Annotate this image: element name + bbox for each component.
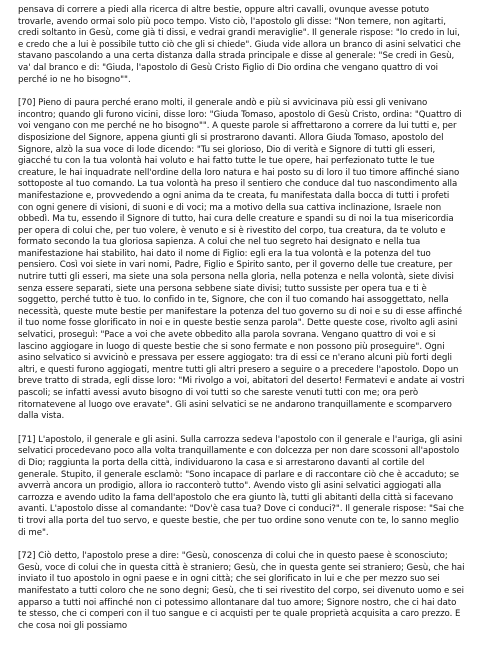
paragraph-71: [71] L'apostolo, il generale e gli asini. Sulla carrozza sedeva l'apostolo con il generale e l'auriga, gli asini selvatici procedevano poco alla volta tranquillamente e con dolcezza per non dare scossoni all'apostolo di Dio; raggiunta la porta della città, individuarono la casa e si arrestarono davanti al cortile del generale. Stupito, il generale esclamò: "Sono incapace di parlare e di raccontare ciò che è accaduto; se avverrà ancora un prodigio, allora io racconterò tutto". Avendo visto gli asini selvatici aggiogati alla carrozza e avendo udito la fama dell'apostolo che era giunto là, tutti gli abitanti della città si facevano avanti. L'apostolo disse al comandante: "Dov'è casa tua? Dove ci conduci?". Il generale rispose: "Sai che ti trovi alla porta del tuo servo, e queste bestie, che per tuo ordine sono venute con te, lo sanno meglio di me". <box>18 434 464 538</box>
paragraph-70: [70] Pieno di paura perché erano molti, il generale andò e più si avvicinava più essi gli venivano incontro; quando gli furono vicini, disse loro: "Giuda Tomaso, apostolo di Gesù Cristo, ordina: "Quattro di voi vengano con me perché ne ho bisogno"". A queste parole si affrettarono a correre da lui tutti e, per disposizione del Signore, appena giunti gli si prostrarono davanti. Allora Giuda Tomaso, apostolo del Signore, alzò la sua voce di lode dicendo: "Tu sei glorioso, Dio di verità e Signore di tutti gli esseri, giacché tu con la tua volontà hai voluto e hai fatto tutte le tue opere, hai perfezionato tutte le tue creature, le hai inquadrate nell'ordine della loro natura e hai posto su di loro il tuo timore affinché siano sottoposte al tuo comando. La tua volontà ha preso il sentiero che conduce dal tuo nascondimento alla manifestazione e, provvedendo a ogni anima da te creata, fu manifestata dalla bocca di tutti i profeti con ogni genere di visioni, di suoni e di voci; ma a motivo della sua cattiva inclinazione, Israele non obbedì. Ma tu, essendo il Signore di tutto, hai cura delle creature e spandi su di noi la tua misericordia per opera di colui che, per tuo volere, è venuto e si è rivestito del corpo, tua creatura, da te voluto e formato secondo la tua gloriosa sapienza. A colui che nel tuo segreto hai designato e nella tua manifestazione hai stabilito, hai dato il nome di Figlio: egli era la tua volontà e la potenza del tuo pensiero. Così voi siete in vari nomi, Padre, Figlio e Spirito santo, per il governo delle tue creature, per nutrire tutti gli esseri, ma siete una sola persona nella gloria, nella potenza e nella volontà, siete divisi senza essere separati, siete una persona sebbene siate divisi; tutto sussiste per opera tua e ti è soggetto, perché tutto è tuo. Io confido in te, Signore, che con il tuo comando hai assoggettato, nella necessità, queste mute bestie per manifestare la potenza del tuo governo su di noi e su di esse affinché il tuo nome fosse glorificato in noi e in queste bestie senza parola". Dette queste cose, rivolto agli asini selvatici, proseguì: "Pace a voi che avete obbedito alla parola sovrana. Vengano quattro di voi e si lascino aggiogare in luogo di queste bestie che si sono fermate e non possono più proseguire". Ogni asino selvatico si avvicinò e pressava per essere aggiogato: tra di essi ce n'erano alcuni più forti degli altri, e questi furono aggiogati, mentre tutti gli altri presero a seguire o a precedere l'apostolo. Dopo un breve tratto di strada, egli disse loro: "Mi rivolgo a voi, abitatori del deserto! Fermatevi e andate ai vostri pascoli; se infatti avessi avuto bisogno di voi tutti so che sareste venuti tutti con me; ora però ritornatevene al luogo ove eravate". Gli asini selvatici se ne andarono tranquillamente e scomparvero dalla vista. <box>18 98 465 422</box>
paragraph-continuation: pensava di correre a piedi alla ricerca di altre bestie, oppure altri cavalli, ovunque avesse potuto trovarle, avendo ormai solo più poco tempo. Visto ciò, l'apostolo gli disse: "Non temere, non agitarti, credi soltanto in Gesù, come già ti dissi, e vedrai grandi meraviglie". Il generale rispose: "Io credo in lui, e credo che a lui è possibile tutto ciò che gli si chiede". Giuda vide allora un branco di asini selvatici che stavano pascolando a una certa distanza dalla strada principale e disse al generale: "Se credi in Gesù, va' dal branco e di: "Giuda, l'apostolo di Gesù Cristo Figlio di Dio ordina che vengano quattro di voi perché io ne ho bisogno"". <box>18 5 461 85</box>
paragraph-72: [72] Ciò detto, l'apostolo prese a dire: "Gesù, conoscenza di colui che in questo paese è sconosciuto; Gesù, voce di colui che in questa città è straniero; Gesù, che in questa gente sei straniero; Gesù, che hai inviato il tuo apostolo in ogni paese e in ogni città; che sei glorificato in lui e che per mezzo suo sei manifestato a tutti coloro che ne sono degni; Gesù, che ti sei rivestito del corpo, sei divenuto uomo e sei apparso a tutti noi affinché non ci potessimo allontanare dal tuo amore; Signore nostro, che ci hai dato te stesso, che ci comperi con il tuo sangue e ci acquisti per te quale proprietà acquisita a caro prezzo. E che cosa noi gli possiamo <box>18 551 465 631</box>
